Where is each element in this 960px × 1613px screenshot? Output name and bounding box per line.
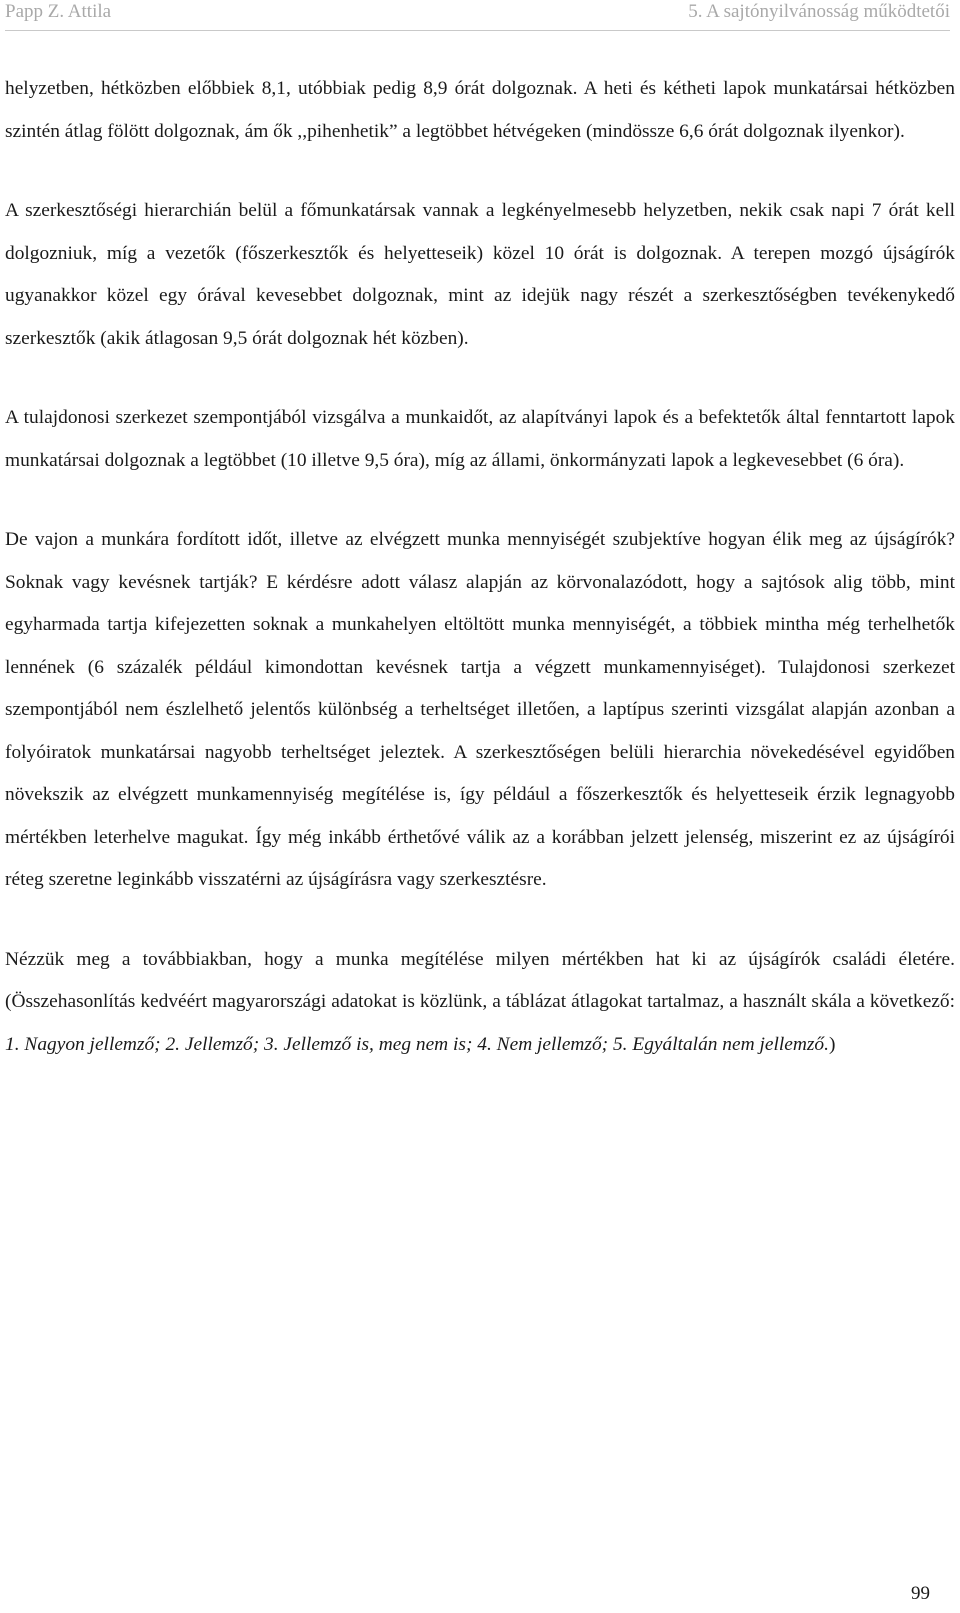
paragraph-5-closing: ) (828, 1033, 836, 1055)
header-chapter-title: 5. A sajtónyilvánosság működtetői (688, 1, 950, 22)
paragraph-4: De vajon a munkára fordított időt, illetve az elvégzett munka mennyiségét szubjektíve hogyan élik meg az újságírók? Soknak vagy kevésnek tartják? E kérdésre adott válasz alapján az körvonalazódott, hogy a sajtósok alig több, mint egyharmada tartja kifejezetten soknak a munkahelyen eltöltött munka mennyiségét, a többiek mintha még terhelhetők lennének (6 százalék például kimondottan kevésnek tartja a végzett munkamennyiséget). Tulajdonosi szerkezet szempontjából nem észlelhető jelentős különbség a terheltséget illetően, a laptípus szerinti vizsgálat alapján azonban a folyóiratok munkatársai nagyobb terheltséget jeleztek. A szerkesztőségen belüli hierarchia növekedésével egyidőben növekszik az elvégzett munkamennyiség megítélése is, így például a főszerkesztők és helyetteseik érzik legnagyobb mértékben leterhelve magukat. Így még inkább érthetővé válik az a korábban jelzett jelenség, miszerint ez az újságírói réteg szeretne leginkább visszatérni az újságírásra vagy szerkesztésre. (5, 529, 955, 890)
paragraph-1: helyzetben, hétközben előbbiek 8,1, utóbbiak pedig 8,9 órát dolgoznak. A heti és kétheti lapok munkatársai hétközben szintén átlag fölött dolgoznak, ám ők ,,pihenhetik” a legtöbbet hétvégeken (mindössze 6,6 órát dolgoznak ilyenkor). (5, 78, 955, 142)
page-number: 99 (911, 1583, 930, 1604)
paragraph-5 (5, 939, 955, 1067)
page-body (5, 68, 955, 1066)
paragraph-5-intro: Nézzük meg a továbbiakban, hogy a munka megítélése milyen mértékben hat ki az újságírók családi életére. (Összehasonlítás kedvéért magyarországi adatokat is közlünk, a táblázat átlagokat tartalmaz, a használt skála a következő: (5, 948, 955, 1012)
paragraph-2: A szerkesztőségi hierarchián belül a főmunkatársak vannak a legkényelmesebb helyzetben, nekik csak napi 7 órát kell dolgozniuk, míg a vezetők (főszerkesztők és helyetteseik) közel 10 órát is dolgoznak. A terepen mozgó újságírók ugyanakkor közel egy órával kevesebbet dolgoznak, mint az idejük nagy részét a szerkesztőségben tevékenykedő szerkesztők (akik átlagosan 9,5 órát dolgoznak hét közben). (5, 200, 955, 349)
header-author: Papp Z. Attila (5, 1, 112, 22)
running-header (5, 0, 950, 31)
rating-scale-legend: 1. Nagyon jellemző; 2. Jellemző; 3. Jellemző is, meg nem is; 4. Nem jellemző; 5. Egyáltalán nem jellemző. (5, 1033, 829, 1055)
paragraph-3: A tulajdonosi szerkezet szempontjából vizsgálva a munkaidőt, az alapítványi lapok és a befektetők által fenntartott lapok munkatársai dolgoznak a legtöbbet (10 illetve 9,5 óra), míg az állami, önkormányzati lapok a legkevesebbet (6 óra). (5, 407, 955, 471)
